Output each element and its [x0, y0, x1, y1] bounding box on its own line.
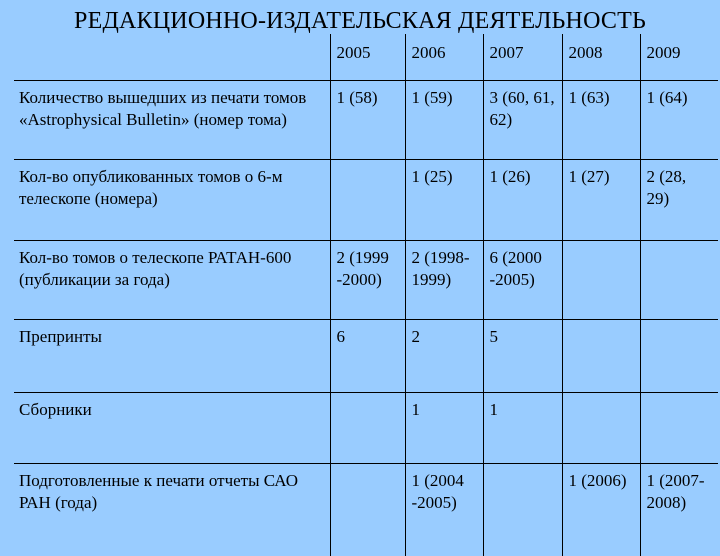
table-header-row	[14, 34, 718, 81]
table-cell: 5	[483, 320, 562, 393]
table-cell: 1 (58)	[330, 81, 405, 160]
table-cell	[640, 393, 718, 464]
header-corner-cell	[14, 34, 330, 81]
table-cell: 1 (59)	[405, 81, 483, 160]
row-label: Подготовленные к печати отчеты САО РАН (года)	[14, 464, 330, 556]
table-cell: 3 (60, 61, 62)	[483, 81, 562, 160]
table-row-bulletin-volumes	[14, 81, 718, 160]
table-cell: 2 (1998-1999)	[405, 241, 483, 320]
table-cell	[330, 464, 405, 556]
header-year-2005: 2005	[330, 34, 405, 81]
row-label: Кол-во томов о телескопе РАТАН-600 (публикации за года)	[14, 241, 330, 320]
table-cell: 1 (2007-2008)	[640, 464, 718, 556]
table-cell: 1 (26)	[483, 160, 562, 241]
table-row-6m-telescope-volumes	[14, 160, 718, 241]
table-row-collections	[14, 393, 718, 464]
row-label: Сборники	[14, 393, 330, 464]
table-cell	[330, 160, 405, 241]
table-cell: 1 (25)	[405, 160, 483, 241]
header-year-2008: 2008	[562, 34, 640, 81]
table-cell: 1 (64)	[640, 81, 718, 160]
table-cell	[640, 320, 718, 393]
table-cell: 1 (2006)	[562, 464, 640, 556]
table-cell	[562, 393, 640, 464]
slide-title: РЕДАКЦИОННО-ИЗДАТЕЛЬСКАЯ ДЕЯТЕЛЬНОСТЬ	[0, 4, 720, 38]
table-cell: 1	[405, 393, 483, 464]
publishing-activity-table	[14, 34, 718, 556]
table-cell: 2 (1999 -2000)	[330, 241, 405, 320]
row-label: Препринты	[14, 320, 330, 393]
table-cell: 1 (2004 -2005)	[405, 464, 483, 556]
table-cell	[562, 241, 640, 320]
row-label: Количество вышедших из печати томов «Astrophysical Bulletin» (номер тома)	[14, 81, 330, 160]
table-cell	[330, 393, 405, 464]
table-cell: 1 (63)	[562, 81, 640, 160]
table-row-ratan-volumes	[14, 241, 718, 320]
table-cell: 1 (27)	[562, 160, 640, 241]
table-cell	[483, 464, 562, 556]
table-cell: 2	[405, 320, 483, 393]
table-row-preprints	[14, 320, 718, 393]
header-year-2009: 2009	[640, 34, 718, 81]
row-label: Кол-во опубликованных томов о 6-м телескопе (номера)	[14, 160, 330, 241]
table-cell: 2 (28, 29)	[640, 160, 718, 241]
table-row-reports	[14, 464, 718, 556]
header-year-2006: 2006	[405, 34, 483, 81]
header-year-2007: 2007	[483, 34, 562, 81]
table-cell: 1	[483, 393, 562, 464]
table-cell	[562, 320, 640, 393]
table-cell	[640, 241, 718, 320]
table-cell: 6	[330, 320, 405, 393]
table-cell: 6 (2000 -2005)	[483, 241, 562, 320]
